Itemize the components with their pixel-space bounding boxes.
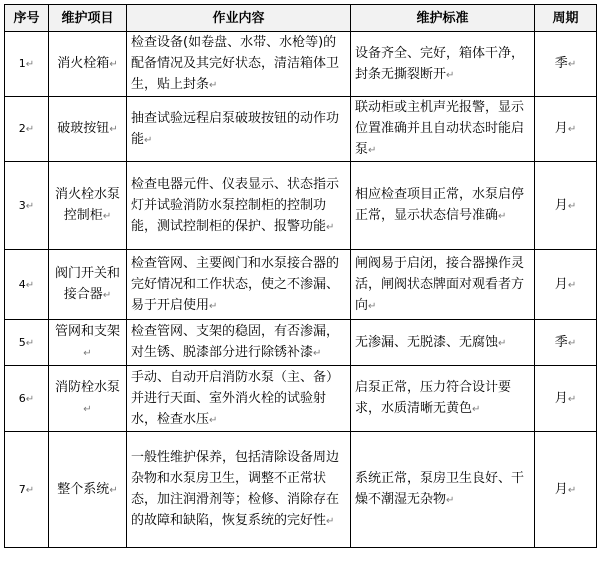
row-standard-text: 联动柜或主机声光报警，显示位置准确并且自动状态时能启泵: [355, 100, 525, 157]
row-no-text: 2: [18, 122, 26, 135]
row-content-text: 检查电器元件、仪表显示、状态指示灯并试验消防水泵控制柜的控制功能，测试控制柜的保护、报警功能: [131, 176, 340, 234]
row-standard: [351, 162, 535, 250]
row-cycle-text: 月: [554, 390, 568, 406]
row-item: [49, 432, 127, 548]
row-cycle-text: 季: [554, 56, 568, 71]
row-content: [127, 432, 351, 548]
row-cycle-text: 月: [554, 481, 568, 497]
paragraph-mark: ↵: [102, 290, 112, 301]
row-content: [127, 32, 351, 97]
paragraph-mark: ↵: [25, 200, 35, 212]
paragraph-mark: ↵: [567, 279, 577, 291]
paragraph-mark: ↵: [326, 221, 335, 233]
table-row: [5, 162, 597, 250]
row-item-text: 整个系统: [57, 481, 110, 497]
paragraph-mark: ↵: [313, 348, 322, 359]
row-standard-text: 无渗漏、无脱漆、无腐蚀: [355, 334, 499, 350]
paragraph-mark: ↵: [472, 404, 481, 415]
row-item: [49, 32, 127, 97]
row-standard-text: 启泵正常，压力符合设计要求，水质清晰无黄色: [355, 380, 512, 416]
row-item-text: 消火栓水泵控制柜: [54, 187, 120, 223]
header-cycle: 周期: [535, 5, 597, 32]
header-content: 作业内容: [127, 5, 351, 32]
row-content: [127, 97, 351, 162]
row-item: [49, 97, 127, 162]
row-standard: [351, 250, 535, 320]
row-cycle: [535, 320, 597, 366]
row-content-text: 检查设备(如卷盘、水带、水枪等)的配备情况及其完好状态，清洁箱体卫生，贴上封条: [131, 35, 340, 92]
row-standard: [351, 32, 535, 97]
paragraph-mark: ↵: [498, 211, 507, 222]
row-item-text: 管网和支架: [54, 324, 120, 339]
row-no: [5, 250, 49, 320]
row-cycle: [535, 250, 597, 320]
row-content-text: 检查管网、主要阀门和水泵接合器的完好情况和工作状态，使之不渗漏、易于开启使用: [131, 255, 340, 313]
row-item-text: 消火栓箱: [57, 56, 110, 71]
row-no-text: 5: [18, 335, 26, 349]
table-row: [5, 366, 597, 432]
paragraph-mark: ↵: [326, 516, 335, 527]
paragraph-mark: ↵: [25, 59, 35, 70]
row-no-text: 3: [18, 198, 26, 212]
table-row: [5, 250, 597, 320]
paragraph-mark: ↵: [567, 124, 577, 135]
row-no: [5, 32, 49, 97]
row-item-text: 破玻按钮: [57, 121, 110, 136]
table-row: [5, 432, 597, 548]
row-cycle: [535, 162, 597, 250]
paragraph-mark: ↵: [83, 348, 92, 359]
row-content: [127, 320, 351, 366]
paragraph-mark: ↵: [25, 337, 35, 349]
row-standard-text: 系统正常，泵房卫生良好、干燥不潮湿无杂物: [355, 471, 525, 507]
row-standard: [351, 432, 535, 548]
paragraph-mark: ↵: [83, 404, 92, 415]
paragraph-mark: ↵: [109, 124, 118, 135]
maintenance-table: [4, 4, 597, 548]
row-item-text: 阀门开关和接合器: [54, 266, 120, 302]
row-item: [49, 162, 127, 250]
row-no-text: 4: [18, 277, 26, 291]
row-content-text: 手动、自动开启消防水泵（主、备）并进行天面、室外消火栓的试验射水，检查水压: [131, 369, 340, 427]
row-cycle-text: 月: [554, 197, 568, 213]
row-standard-text: 相应检查项目正常，水泵启停正常，显示状态信号准确: [355, 187, 525, 223]
paragraph-mark: ↵: [25, 279, 35, 291]
paragraph-mark: ↵: [209, 300, 218, 312]
paragraph-mark: ↵: [25, 393, 35, 405]
paragraph-mark: ↵: [209, 414, 218, 426]
row-content: [127, 366, 351, 432]
row-content-text: 抽查试验远程启泵破玻按钮的动作功能: [131, 110, 340, 147]
row-no: [5, 162, 49, 250]
row-no: [5, 320, 49, 366]
paragraph-mark: ↵: [446, 69, 455, 81]
row-item: [49, 250, 127, 320]
paragraph-mark: ↵: [368, 145, 377, 156]
row-cycle-text: 季: [554, 334, 568, 350]
paragraph-mark: ↵: [144, 134, 153, 146]
paragraph-mark: ↵: [567, 337, 577, 349]
row-item-text: 消防栓水泵: [54, 380, 120, 395]
paragraph-mark: ↵: [109, 484, 118, 496]
row-content: [127, 162, 351, 250]
paragraph-mark: ↵: [567, 59, 577, 70]
row-standard-text: 设备齐全、完好，箱体干净，封条无撕裂断开: [355, 45, 525, 82]
row-no: [5, 432, 49, 548]
row-cycle: [535, 97, 597, 162]
table-row: [5, 320, 597, 366]
paragraph-mark: ↵: [25, 124, 35, 135]
row-content: [127, 250, 351, 320]
row-standard: [351, 97, 535, 162]
header-standard: 维护标准: [351, 5, 535, 32]
row-content-text: 一般性维护保养，包括清除设备周边杂物和水泵房卫生，调整不正常状态，加注润滑剂等；检修、消除存在的故障和缺陷，恢复系统的完好性: [131, 450, 340, 528]
row-cycle: [535, 32, 597, 97]
row-item: [49, 366, 127, 432]
row-no: [5, 366, 49, 432]
row-no: [5, 97, 49, 162]
paragraph-mark: ↵: [567, 393, 577, 405]
paragraph-mark: ↵: [25, 484, 35, 496]
row-item: [49, 320, 127, 366]
paragraph-mark: ↵: [567, 200, 577, 212]
row-cycle-text: 月: [554, 276, 568, 292]
paragraph-mark: ↵: [567, 484, 577, 496]
row-cycle: [535, 432, 597, 548]
table-row: [5, 32, 597, 97]
table-row: [5, 97, 597, 162]
row-cycle-text: 月: [554, 121, 568, 136]
paragraph-mark: ↵: [102, 211, 112, 222]
row-standard-text: 闸阀易于启闭，接合器操作灵活，闸阀状态牌面对观看者方向: [355, 255, 525, 313]
paragraph-mark: ↵: [368, 300, 377, 312]
row-standard: [351, 320, 535, 366]
paragraph-mark: ↵: [498, 337, 507, 349]
table-header-row: [5, 5, 597, 32]
row-content-text: 检查管网、支架的稳固，有否渗漏，对生锈、脱漆部分进行除锈补漆: [131, 324, 340, 360]
row-no-text: 7: [18, 482, 26, 496]
header-item: 维护项目: [49, 5, 127, 32]
paragraph-mark: ↵: [446, 495, 455, 506]
paragraph-mark: ↵: [109, 59, 118, 70]
row-no-text: 1: [18, 57, 26, 70]
row-no-text: 6: [18, 391, 26, 405]
paragraph-mark: ↵: [209, 80, 218, 91]
row-standard: [351, 366, 535, 432]
header-no: 序号: [5, 5, 49, 32]
row-cycle: [535, 366, 597, 432]
